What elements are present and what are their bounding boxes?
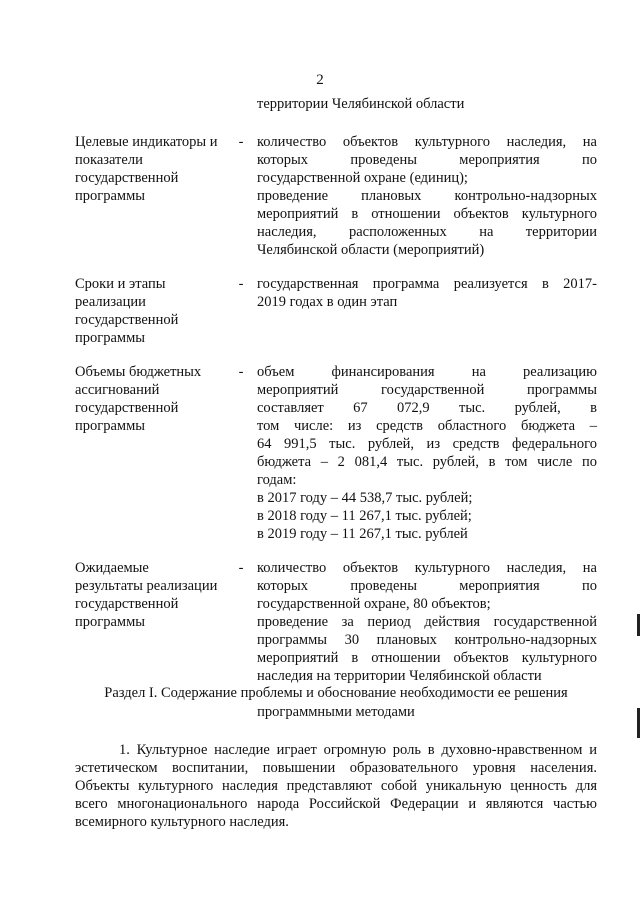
label-line: Сроки и этапы bbox=[75, 276, 166, 292]
row-label bbox=[75, 133, 225, 259]
label-line: ассигнований bbox=[75, 382, 160, 398]
value-line: проведение плановых контрольно-надзорных bbox=[257, 188, 597, 204]
passport-row-indicators bbox=[75, 133, 597, 259]
label-line: реализации bbox=[75, 294, 146, 310]
label-line: программы bbox=[75, 330, 145, 346]
value-line: государственной охране, 80 объектов; bbox=[257, 596, 491, 612]
row-dash: - bbox=[238, 276, 244, 292]
passport-row-budget bbox=[75, 363, 597, 543]
value-line: количество объектов культурного наследия, на bbox=[257, 134, 597, 150]
paragraph-line: всего многонационального народа Российской Федерации и являются частью bbox=[75, 796, 597, 812]
value-line: которых проведены мероприятия по bbox=[257, 578, 597, 594]
value-line: 2019 годах в один этап bbox=[257, 294, 398, 310]
row-value bbox=[257, 559, 597, 685]
passport-row-results bbox=[75, 559, 597, 685]
paragraph-line: 1. Культурное наследие играет огромную роль в духовно-нравственном и bbox=[119, 742, 597, 758]
label-line: государственной bbox=[75, 312, 179, 328]
paragraph-line: Объекты культурного наследия представляют собой уникальную ценность для bbox=[75, 778, 597, 794]
paragraph-line: всемирного культурного наследия. bbox=[75, 814, 289, 830]
body-paragraph bbox=[75, 741, 597, 831]
row-dash: - bbox=[238, 364, 244, 380]
value-line: бюджета – 2 081,4 тыс. рублей, в том числе по bbox=[257, 454, 597, 470]
paragraph-line: эстетическом воспитании, повышении образовательного уровня населения. bbox=[75, 760, 597, 776]
row-value bbox=[257, 133, 597, 259]
label-line: государственной bbox=[75, 400, 179, 416]
value-line: проведение за период действия государственной bbox=[257, 614, 597, 630]
value-line: объем финансирования на реализацию bbox=[257, 364, 597, 380]
value-line: в 2018 году – 11 267,1 тыс. рублей; bbox=[257, 508, 472, 524]
section-heading-line: программными методами bbox=[257, 704, 415, 720]
value-line: Челябинской области (мероприятий) bbox=[257, 242, 485, 258]
label-line: результаты реализации bbox=[75, 578, 218, 594]
value-line: государственной охране (единиц); bbox=[257, 170, 468, 186]
value-line: том числе: из средств областного бюджета – bbox=[257, 418, 597, 434]
page-number: 2 bbox=[316, 72, 324, 88]
value-line: в 2017 году – 44 538,7 тыс. рублей; bbox=[257, 490, 473, 506]
label-line: Ожидаемые bbox=[75, 560, 149, 576]
row-dash: - bbox=[238, 134, 244, 150]
value-line: годам: bbox=[257, 472, 297, 488]
row-label bbox=[75, 363, 225, 543]
passport-row-timeline bbox=[75, 275, 597, 347]
row-value bbox=[257, 363, 597, 543]
value-line: количество объектов культурного наследия, на bbox=[257, 560, 597, 576]
value-line: наследия на территории Челябинской области bbox=[257, 668, 542, 684]
passport-table bbox=[75, 133, 597, 701]
value-line: 64 991,5 тыс. рублей, из средств федерального bbox=[257, 436, 597, 452]
value-line: программы 30 плановых контрольно-надзорных bbox=[257, 632, 597, 648]
section-heading bbox=[60, 684, 612, 722]
row-value bbox=[257, 275, 597, 347]
label-line: Объемы бюджетных bbox=[75, 364, 202, 380]
label-line: показатели bbox=[75, 152, 143, 168]
label-line: программы bbox=[75, 188, 145, 204]
value-line: наследия, расположенных на территории bbox=[257, 224, 597, 240]
row-label bbox=[75, 275, 225, 347]
continuation-text: территории Челябинской области bbox=[257, 96, 465, 112]
label-line: Целевые индикаторы и bbox=[75, 134, 218, 150]
label-line: программы bbox=[75, 614, 145, 630]
value-line: в 2019 году – 11 267,1 тыс. рублей bbox=[257, 526, 468, 542]
row-label bbox=[75, 559, 225, 685]
value-line: государственная программа реализуется в 2017- bbox=[257, 276, 597, 292]
value-line: которых проведены мероприятия по bbox=[257, 152, 597, 168]
value-line: мероприятий государственной программы bbox=[257, 382, 597, 398]
row-dash: - bbox=[238, 560, 244, 576]
label-line: государственной bbox=[75, 596, 179, 612]
section-heading-line: Раздел I. Содержание проблемы и обоснование необходимости ее решения bbox=[104, 685, 568, 701]
value-line: мероприятий в отношении объектов культурного bbox=[257, 206, 597, 222]
value-line: составляет 67 072,9 тыс. рублей, в bbox=[257, 400, 597, 416]
label-line: программы bbox=[75, 418, 145, 434]
value-line: мероприятий в отношении объектов культурного bbox=[257, 650, 597, 666]
label-line: государственной bbox=[75, 170, 179, 186]
